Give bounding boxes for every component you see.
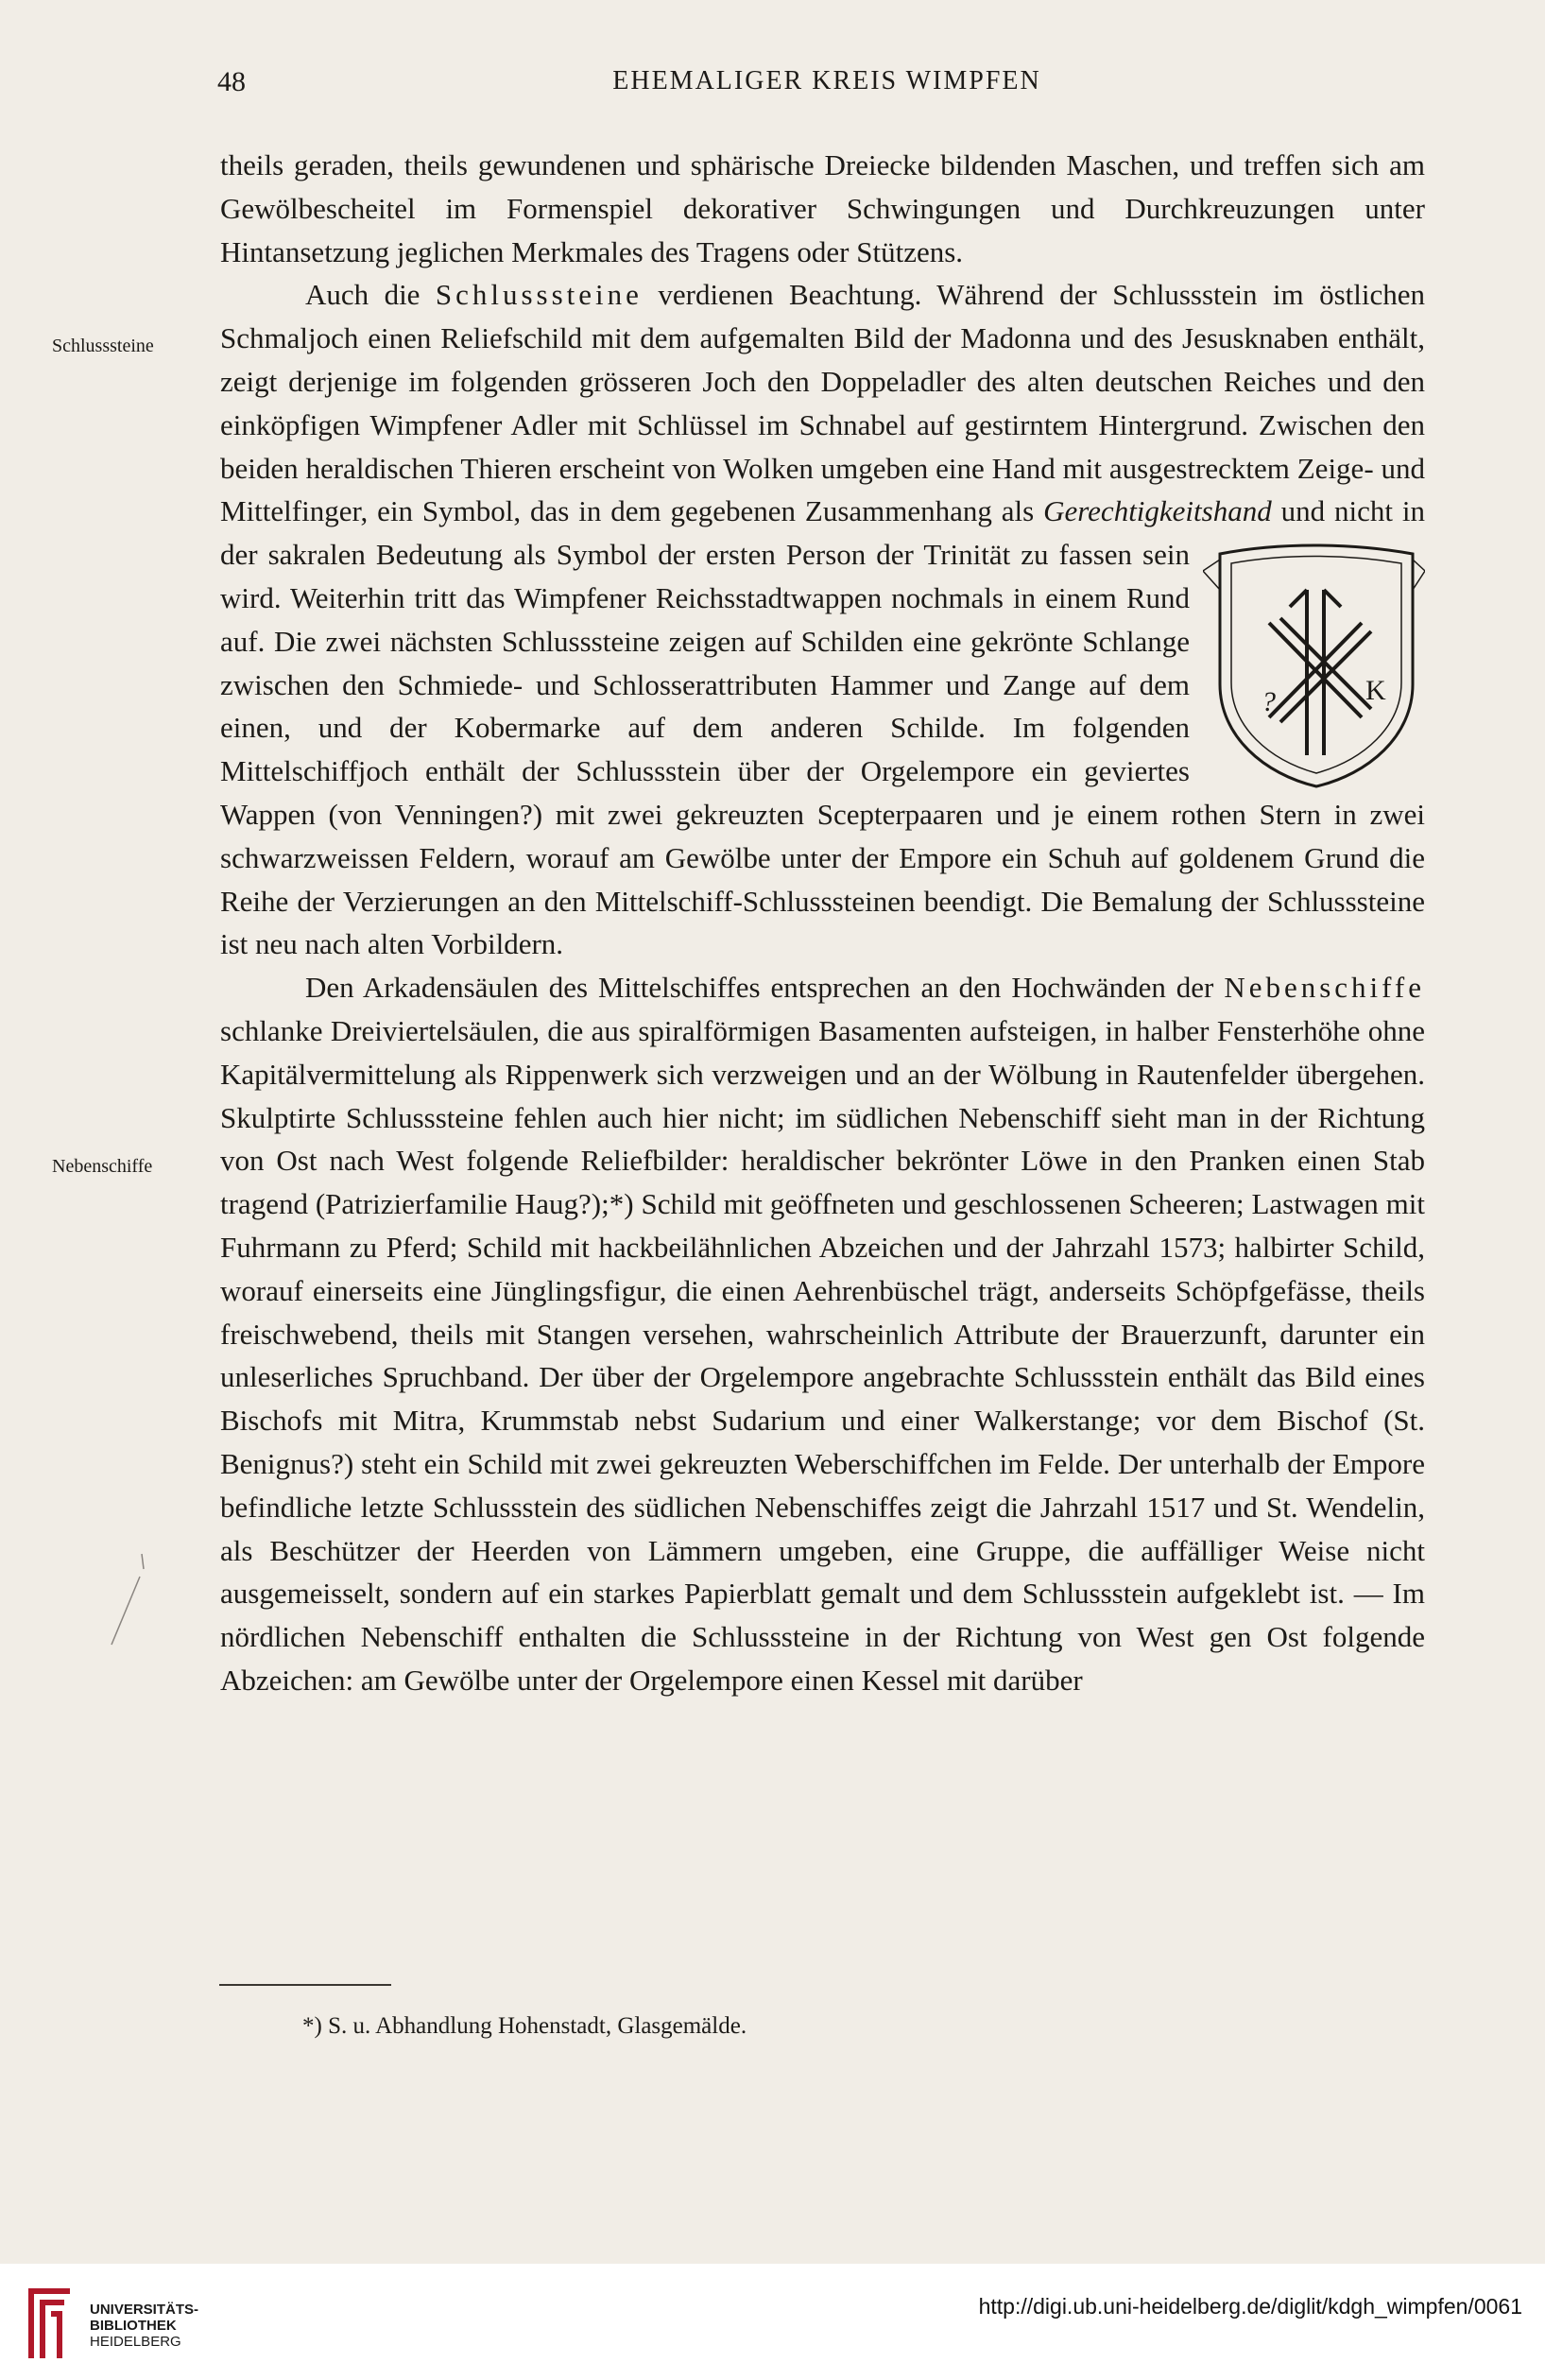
library-name-line-3: HEIDELBERG: [90, 2334, 181, 2350]
pencil-mark: [102, 1550, 149, 1654]
paragraph-3-part-b: schlanke Dreiviertelsäulen, die aus spiralförmigen Basamenten aufsteigen, in halber Fensterhöhe ohne Kapitälvermittelung als Rippenwerk sich verzweigen und an der Wölbung in Rautenfelder übergehen. Skulptirte Schlusssteine fehlen auch hier nicht; im südlichen Nebenschiff sieht man in der Richtung von Ost nach West folgende Reliefbilder: heraldischer bekrönter Löwe in den Pranken einen Stab tragend (Patrizierfamilie Haug?);*) Schild mit geöffneten und geschlossenen Scheeren; Lastwagen mit Fuhrmann zu Pferd; Schild mit hackbeilähnlichen Abzeichen und der Jahrzahl 1573; halbirter Schild, worauf einerseits eine Jünglingsfigur, die einen Aehrenbüschel trägt, anderseits Schöpfgefässe, theils freischwebend, theils mit Stangen versehen, wahrscheinlich Attribute der Brauerzunft, darunter ein unleserliches Spruchband. Der über der Orgelempore angebrachte Schlussstein enthält das Bild eines Bischofs mit Mitra, Krummstab nebst Sudarium und einer Walkerstange; vor dem Bischof (St. Benignus?) steht ein Schild mit zwei gekreuzten Weberschiffchen im Felde. Der unterhalb der Empore befindliche letzte Schlussstein des südlichen Nebenschiffes zeigt die Jahrzahl 1517 und St. Wendelin, als Beschützer der Heerden von Lämmern umgeben, eine Gruppe, die auffälliger Weise nicht ausgemeisselt, sondern auf ein starkes Papierblatt gemalt und dem Schlussstein aufgeklebt ist. — Im nördlichen Nebenschiff enthalten die Schlusssteine in der Richtung von West gen Ost folgende Abzeichen: am Gewölbe unter der Orgelempore einen Kessel mit darüber: [220, 1013, 1425, 1697]
body-text: [220, 144, 1425, 1702]
library-name: [90, 2302, 198, 2350]
paragraph-2-part-b: verdienen Beachtung. Während der Schlussstein im östlichen Schmaljoch einen Reliefschild mit dem aufgemalten Bild der Madonna und des Jesusknaben enthält, zeigt derjenige im folgenden grösseren Joch den Doppeladler des alten deutschen Reiches und den einköpfigen Wimpfener Adler mit Schlüssel im Schnabel auf gestirntem Hintergrund. Zwischen den beiden heraldischen Thieren erscheint von Wolken umgeben eine Hand mit ausgestrecktem Zeige- und Mittelfinger, ein Symbol, das in dem gegebenen Zusammenhang als: [220, 278, 1425, 528]
shield-letter-left: ?: [1262, 686, 1276, 718]
footnote: *) S. u. Abhandlung Hohenstadt, Glasgemälde.: [302, 2013, 747, 2039]
library-name-line-2: BIBLIOTHEK: [90, 2318, 177, 2334]
coat-of-arms-shield-icon: [1203, 533, 1425, 790]
paragraph-3-part-a: Den Arkadensäulen des Mittelschiffes entsprechen an den Hochwänden der: [305, 971, 1225, 1005]
footer-bar: [0, 2264, 1545, 2380]
shield-letter-right: K: [1365, 675, 1386, 707]
paragraph-1: theils geraden, theils gewundenen und sphärische Dreiecke bildenden Maschen, und treffen sich am Gewölbescheitel im Formenspiel dekorativer Schwingungen und Durchkreuzungen unter Hintansetzung jeglichen Merkmales des Tragens oder Stützens.: [220, 148, 1425, 268]
marginal-note-nebenschiffe: Nebenschiffe: [52, 1156, 153, 1177]
term-schlusssteine: Schlusssteine: [435, 278, 643, 312]
marginal-note-schlusssteine: Schlusssteine: [52, 336, 154, 356]
paragraph-2-part-c: und nicht in der sakralen Bedeutung als Symbol der ersten Person der Trinität zu fassen sein wird. Weiterhin tritt das Wimpfener Reichsstadtwappen nochmals in einem Rund auf. Die zwei nächsten Schlusssteine zeigen auf Schilden eine gekrönte Schlange zwischen den Schmiede- und Schlosserattributen Hammer und Zange auf dem einen, und der Kobermarke auf dem anderen Schilde. Im folgenden Mittelschiffjoch enthält der Schlussstein über der Orgelempore ein geviertes Wappen (von Venningen?) mit zwei gekreuzten Scepterpaaren und je einem rothen Stern in zwei schwarzweissen Feldern, worauf am Gewölbe unter der Empore ein Schuh auf goldenem Grund die Reihe der Verzierungen an den Mittelschiff-Schlusssteinen beendigt. Die Bemalung der Schlusssteine ist neu nach alten Vorbildern.: [220, 494, 1425, 961]
footnote-divider: [219, 1984, 391, 1986]
shield-figure: [1203, 533, 1425, 790]
paragraph-2-part-a: Auch die: [305, 278, 436, 312]
paragraph-3: [220, 966, 1425, 1702]
paragraph-2: [220, 273, 1425, 966]
library-name-line-1: UNIVERSITÄTS-: [90, 2302, 199, 2318]
source-url-link[interactable]: http://digi.ub.uni-heidelberg.de/diglit/kdgh_wimpfen/0061: [978, 2294, 1522, 2319]
term-nebenschiffe: Nebenschiffe: [1224, 971, 1425, 1005]
running-title: EHEMALIGER KREIS WIMPFEN: [612, 66, 1041, 95]
term-gerechtigkeitshand: Gerechtigkeitshand: [1043, 494, 1272, 528]
page-header: [217, 66, 1436, 104]
university-library-logo-icon: [21, 2283, 77, 2364]
page-number: 48: [217, 66, 246, 97]
